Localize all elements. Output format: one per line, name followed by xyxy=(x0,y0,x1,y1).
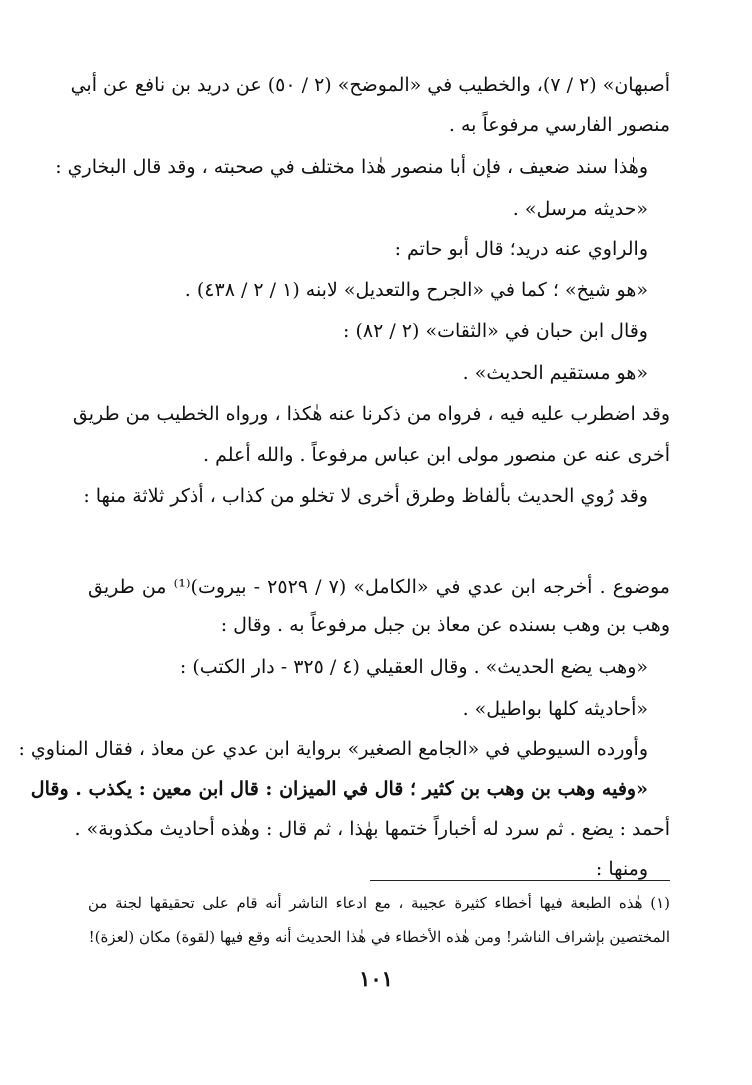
quote-line: «حديثه مرسل» . xyxy=(512,198,648,220)
footnote-line: المختصين بإشراف الناشر! ومن هٰذه الأخطاء في هٰذا الحديث أنه وقع فيها (لقوة) مكان (لعزة)! xyxy=(88,928,670,946)
quote-line: أحمد : يضع . ثم سرد له أخباراً ختمها بهٰذا ، ثم قال : وهٰذه أحاديث مكذوبة» . xyxy=(74,818,670,840)
body-line: وهب بن وهب بسنده عن معاذ بن جبل مرفوعاً به . وقال : xyxy=(220,614,670,636)
quote-line: «هو مستقيم الحديث» . xyxy=(462,362,648,384)
quote-line: «وهب يضع الحديث» . وقال العقيلي (٤ / ٣٢٥ - دار الكتب) : xyxy=(179,656,648,678)
body-line: أخرى عنه عن منصور مولى ابن عباس مرفوعاً . والله أعلم . xyxy=(203,444,670,466)
body-line: ومنها : xyxy=(595,858,648,880)
body-line: وأورده السيوطي في «الجامع الصغير» برواية ابن عدي عن معاذ ، فقال المناوي : xyxy=(18,738,648,760)
quote-line: «هو شيخ» ؛ كما في «الجرح والتعديل» لابنه (١ / ٢ / ٤٣٨) . xyxy=(184,279,648,301)
footnote-line: (١) هٰذه الطبعة فيها أخطاء كثيرة عجيبة ، مع ادعاء الناشر أنه قام على تحقيقها لجنة من xyxy=(88,894,670,912)
body-line: وهٰذا سند ضعيف ، فإن أبا منصور هٰذا مختلف في صحبته ، وقد قال البخاري : xyxy=(55,156,648,178)
body-line: أصبهان» (٢ / ٧)، والخطيب في «الموضح» (٢ / ٥٠) عن دريد بن نافع عن أبي xyxy=(70,74,670,96)
body-line: وقال ابن حبان في «الثقات» (٢ / ٨٢) : xyxy=(343,320,648,342)
quote-line: «وفيه وهب بن وهب بن كثير ؛ قال في الميزان : قال ابن معين : يكذب . وقال xyxy=(30,778,648,800)
body-line: منصور الفارسي مرفوعاً به . xyxy=(448,114,670,136)
quote-line: «أحاديثه كلها بواطيل» . xyxy=(462,698,648,720)
body-line: وقد اضطرب عليه فيه ، فرواه من ذكرنا عنه هٰكذا ، ورواه الخطيب من طريق xyxy=(72,403,670,425)
body-line: وقد رُوي الحديث بألفاظ وطرق أخرى لا تخلو من كذاب ، أذكر ثلاثة منها : xyxy=(83,485,648,507)
body-line: والراوي عنه دريد؛ قال أبو حاتم : xyxy=(394,238,648,260)
footnote-separator xyxy=(370,880,670,881)
body-line: موضوع . أخرجه ابن عدي في «الكامل» (٧ / ٢٥٢٩ - بيروت)⁽¹⁾ من طريق xyxy=(88,576,670,598)
page-number: ١٠١ xyxy=(359,966,393,991)
